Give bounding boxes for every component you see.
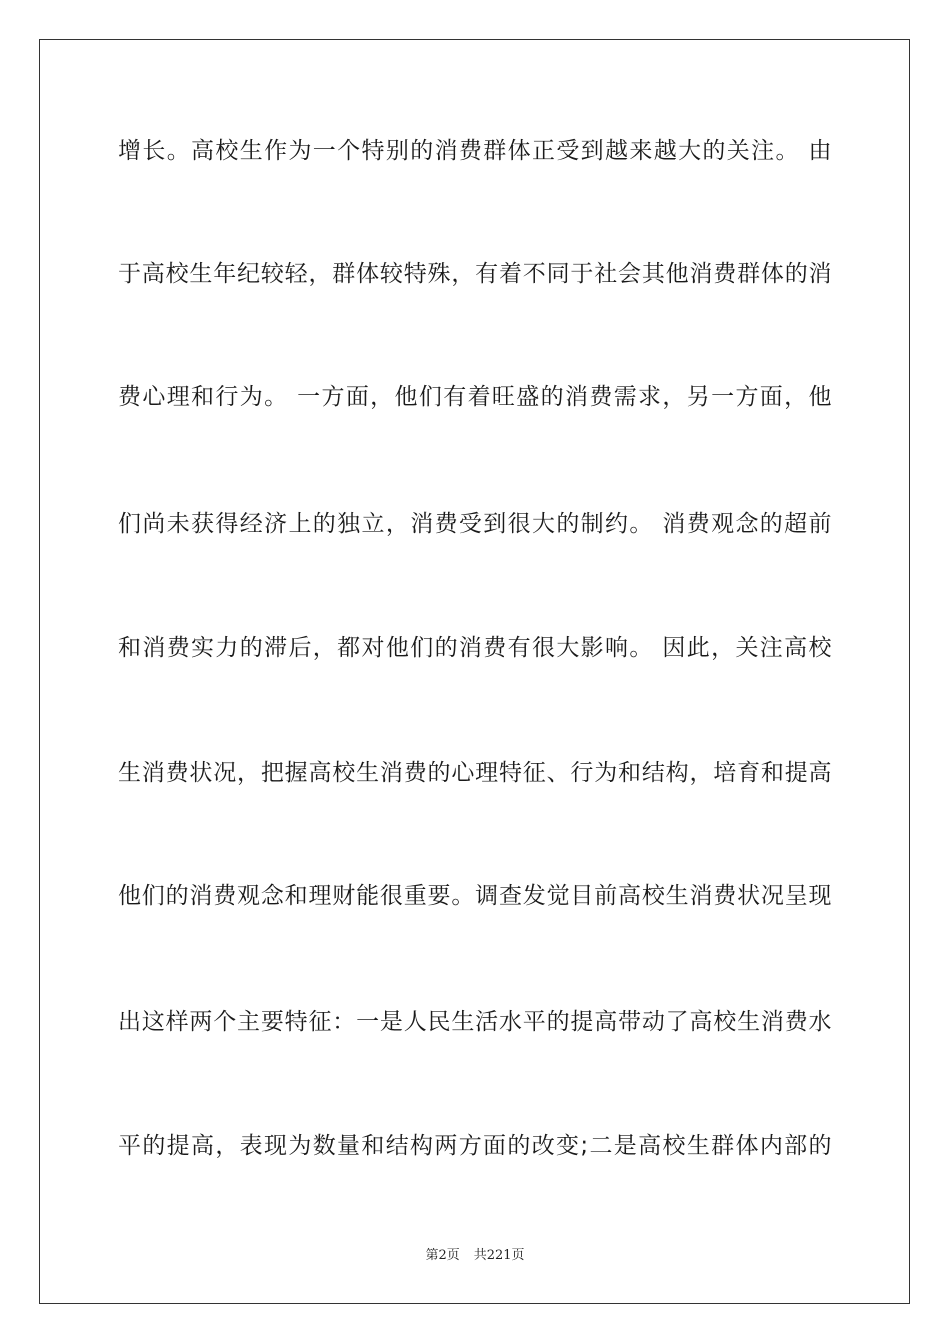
body-text-line: 于高校生年纪较轻，群体较特殊，有着不同于社会其他消费群体的消 (118, 261, 832, 287)
body-text-line: 他们的消费观念和理财能很重要。调查发觉目前高校生消费状况呈现 (118, 883, 832, 909)
total-pages: 共221页 (473, 1248, 525, 1263)
body-text-line: 增长。高校生作为一个特别的消费群体正受到越来越大的关注。 由 (118, 138, 832, 164)
page-footer (0, 1244, 950, 1263)
body-text-line: 们尚未获得经济上的独立，消费受到很大的制约。 消费观念的超前 (118, 511, 832, 537)
body-text-line: 费心理和行为。 一方面，他们有着旺盛的消费需求，另一方面，他 (118, 384, 832, 410)
body-text-line: 和消费实力的滞后，都对他们的消费有很大影响。 因此，关注高校 (118, 635, 832, 661)
body-text-line: 平的提高，表现为数量和结构两方面的改变;二是高校生群体内部的 (118, 1133, 832, 1159)
body-text-line: 出这样两个主要特征：一是人民生活水平的提高带动了高校生消费水 (118, 1009, 832, 1035)
body-text-line: 生消费状况，把握高校生消费的心理特征、行为和结构，培育和提高 (118, 760, 832, 786)
page-number: 第2页 (425, 1248, 460, 1263)
page-border (39, 39, 910, 1304)
